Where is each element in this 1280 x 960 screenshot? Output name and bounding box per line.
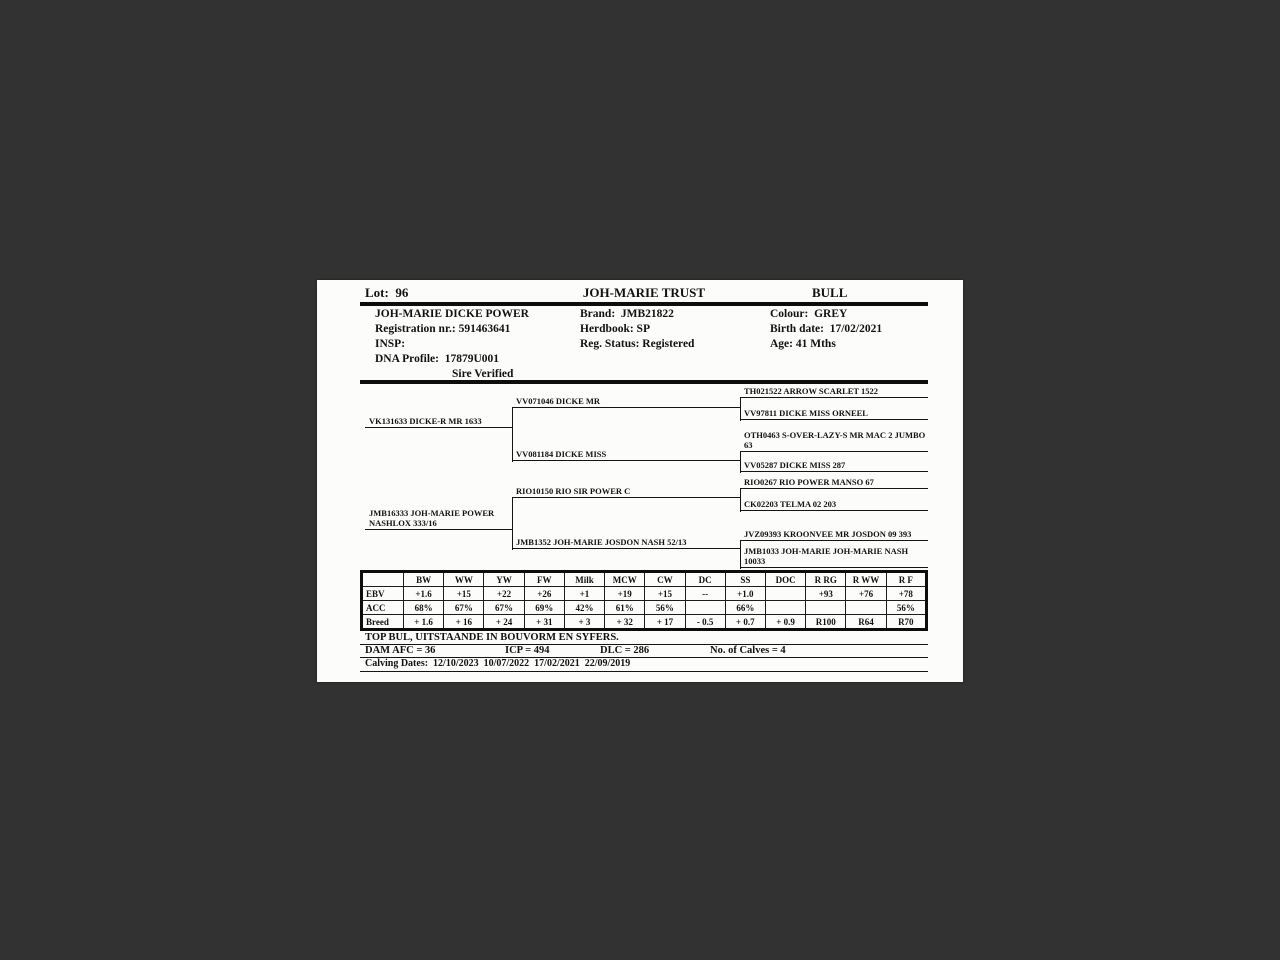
ebv-cell: 61% (605, 601, 645, 615)
ebv-cell: +93 (806, 587, 846, 601)
page-title: JOH-MARIE TRUST (582, 285, 706, 300)
ebv-header-cell: R F (886, 572, 926, 587)
pedigree-sire-dam: VV081184 DICKE MISS (512, 449, 740, 461)
pedigree-sire-sire: VV071046 DICKE MR (512, 396, 740, 408)
sire-verified-label: Sire Verified (452, 368, 514, 380)
ebv-cell: +76 (846, 587, 886, 601)
ebv-cell: + 17 (645, 615, 685, 630)
pedigree-dam-sire: RIO10150 RIO SIR POWER C (512, 486, 740, 498)
brand: Brand: JMB21822 (580, 308, 674, 320)
pedigree-ggp-6: CK02203 TELMA 02 203 (740, 499, 928, 511)
ebv-cell: + 1.6 (404, 615, 444, 630)
animal-type-label: BULL (812, 285, 848, 300)
document-page (317, 280, 963, 682)
ebv-cell: + 3 (564, 615, 604, 630)
herdbook: Herdbook: SP (580, 323, 650, 335)
ebv-cell (765, 601, 805, 615)
ebv-cell: +1.0 (725, 587, 765, 601)
remark-text: TOP BUL, UITSTAANDE IN BOUVORM EN SYFERS. (365, 632, 619, 643)
reg-status: Reg. Status: Registered (580, 338, 695, 350)
pedigree-connector (740, 452, 741, 473)
ebv-table (360, 570, 928, 631)
ebv-cell: 42% (564, 601, 604, 615)
pedigree-ggp-5: RIO0267 RIO POWER MANSO 67 (740, 477, 928, 489)
pedigree-ggp-1: TH021522 ARROW SCARLET 1522 (740, 386, 928, 398)
pedigree-dam: JMB16333 JOH-MARIE POWER NASHLOX 333/16 (365, 508, 513, 530)
calving-dates: Calving Dates: 12/10/2023 10/07/2022 17/02/2021 22/09/2019 (365, 658, 631, 669)
ebv-cell: +1 (564, 587, 604, 601)
ebv-row-label: EBV (362, 587, 404, 601)
ebv-cell: +78 (886, 587, 926, 601)
ebv-cell: +26 (524, 587, 564, 601)
ebv-cell (685, 601, 725, 615)
pedigree-ggp-7: JVZ09393 KROONVEE MR JOSDON 09 393 (740, 529, 928, 541)
acc-row (362, 601, 927, 615)
ebv-row-label: ACC (362, 601, 404, 615)
ebv-header-cell: YW (484, 572, 524, 587)
ebv-cell: R100 (806, 615, 846, 630)
ebv-cell: + 24 (484, 615, 524, 630)
dlc: DLC = 286 (600, 645, 650, 656)
pedigree-ggp-2: VV97811 DICKE MISS ORNEEL (740, 408, 928, 420)
ebv-cell: 67% (444, 601, 484, 615)
ebv-cell: +1.6 (404, 587, 444, 601)
divider-top (360, 302, 928, 306)
ebv-header-cell: FW (524, 572, 564, 587)
ebv-cell: 69% (524, 601, 564, 615)
ebv-header-cell: BW (404, 572, 444, 587)
icp: ICP = 494 (505, 645, 550, 656)
pedigree-connector (512, 498, 513, 550)
ebv-cell: -- (685, 587, 725, 601)
ebv-header-cell: CW (645, 572, 685, 587)
pedigree-ggp-8: JMB1033 JOH-MARIE JOH-MARIE NASH 10033 (740, 546, 928, 568)
ebv-cell: +15 (444, 587, 484, 601)
ebv-cell (846, 601, 886, 615)
ebv-row (362, 587, 927, 601)
ebv-cell: + 32 (605, 615, 645, 630)
ebv-cell: R64 (846, 615, 886, 630)
dam-stats-row (360, 645, 928, 658)
registration-number: Registration nr.: 591463641 (375, 323, 511, 335)
pedigree-dam-dam: JMB1352 JOH-MARIE JOSDON NASH 52/13 (512, 537, 740, 549)
birth-date: Birth date: 17/02/2021 (770, 323, 883, 335)
ebv-cell: R70 (886, 615, 926, 630)
ebv-header-cell: R WW (846, 572, 886, 587)
pedigree-sire: VK131633 DICKE-R MR 1633 (365, 416, 513, 428)
breed-row (362, 615, 927, 630)
pedigree-connector (740, 489, 741, 512)
ebv-header-cell: SS (725, 572, 765, 587)
lot-number: Lot: 96 (365, 285, 409, 300)
ebv-cell: - 0.5 (685, 615, 725, 630)
ebv-header-cell: DC (685, 572, 725, 587)
ebv-cell: + 0.7 (725, 615, 765, 630)
pedigree-ggp-3: OTH0463 S-OVER-LAZY-S MR MAC 2 JUMBO 63 (740, 430, 928, 452)
animal-name: JOH-MARIE DICKE POWER (375, 308, 529, 320)
ebv-row-label: Breed (362, 615, 404, 630)
calves-count: No. of Calves = 4 (710, 645, 786, 656)
ebv-cell: + 31 (524, 615, 564, 630)
pedigree-connector (512, 408, 513, 462)
ebv-cell: +15 (645, 587, 685, 601)
ebv-header-cell: DOC (765, 572, 805, 587)
ebv-cell: 67% (484, 601, 524, 615)
ebv-cell: 68% (404, 601, 444, 615)
ebv-cell: + 0.9 (765, 615, 805, 630)
ebv-header-cell: Milk (564, 572, 604, 587)
pedigree-connector (740, 541, 741, 569)
ebv-header-cell: WW (444, 572, 484, 587)
age: Age: 41 Mths (770, 338, 836, 350)
pedigree-ggp-4: VV05287 DICKE MISS 287 (740, 460, 928, 472)
ebv-cell (806, 601, 846, 615)
remark-row (360, 632, 928, 645)
ebv-cell: 66% (725, 601, 765, 615)
ebv-cell (765, 587, 805, 601)
ebv-cell: 56% (645, 601, 685, 615)
ebv-cell: +22 (484, 587, 524, 601)
colour: Colour: GREY (770, 308, 848, 320)
ebv-header-row (362, 572, 927, 587)
ebv-cell: 56% (886, 601, 926, 615)
ebv-cell: + 16 (444, 615, 484, 630)
pedigree-connector (740, 398, 741, 421)
ebv-cell: +19 (605, 587, 645, 601)
insp-label: INSP: (375, 338, 406, 350)
ebv-header-cell: R RG (806, 572, 846, 587)
ebv-header-cell: MCW (605, 572, 645, 587)
ebv-header-cell (362, 572, 404, 587)
dam-afc: DAM AFC = 36 (365, 645, 436, 656)
dna-profile: DNA Profile: 17879U001 (375, 353, 500, 365)
document-header (360, 285, 928, 302)
divider-info (360, 380, 928, 384)
calving-dates-row (360, 658, 928, 672)
